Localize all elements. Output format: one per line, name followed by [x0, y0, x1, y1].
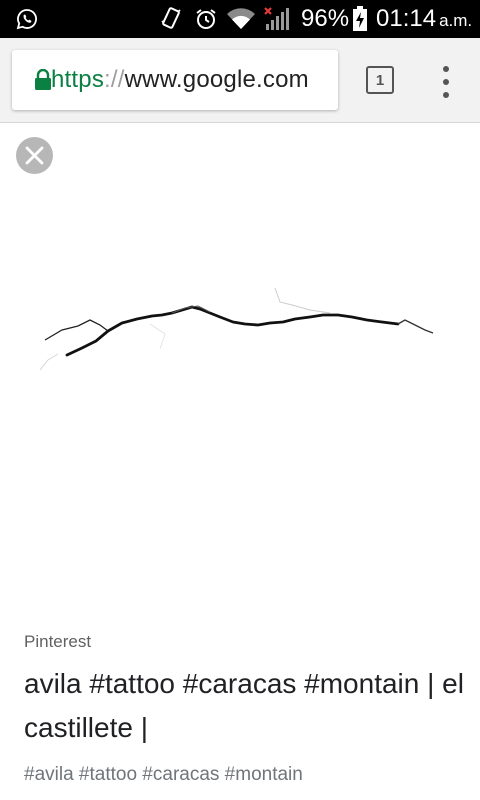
tab-switcher-button[interactable]	[366, 66, 394, 94]
battery-charging-icon	[352, 6, 368, 32]
wifi-icon	[226, 6, 256, 32]
mountain-sketch-image	[0, 124, 480, 614]
whatsapp-icon	[14, 6, 40, 32]
lock-icon	[34, 69, 52, 91]
battery-percent: 96%	[301, 5, 350, 32]
browser-toolbar	[0, 38, 480, 123]
status-bar	[0, 0, 480, 38]
image-preview[interactable]	[0, 124, 480, 614]
vibrate-icon	[158, 6, 184, 32]
url-scheme: https	[51, 66, 105, 93]
close-icon	[16, 137, 53, 174]
signal-no-service-icon	[262, 6, 292, 32]
url-separator: ://	[104, 66, 125, 93]
alarm-icon	[193, 6, 219, 32]
result-source[interactable]: Pinterest	[24, 632, 92, 651]
clock-ampm: a.m.	[439, 11, 473, 30]
close-button[interactable]	[16, 137, 53, 174]
overflow-menu-icon[interactable]	[436, 66, 456, 98]
clock	[376, 5, 472, 35]
clock-time: 01:14	[376, 5, 437, 32]
url-host: www.google.com	[124, 66, 309, 93]
tab-count: 1	[375, 71, 385, 89]
url-text	[51, 65, 309, 95]
url-bar[interactable]	[12, 50, 338, 110]
result-title[interactable]: avila #tattoo #caracas #montain | el castillete |	[24, 668, 464, 743]
result-hashtags: #avila #tattoo #caracas #montain	[24, 764, 303, 785]
